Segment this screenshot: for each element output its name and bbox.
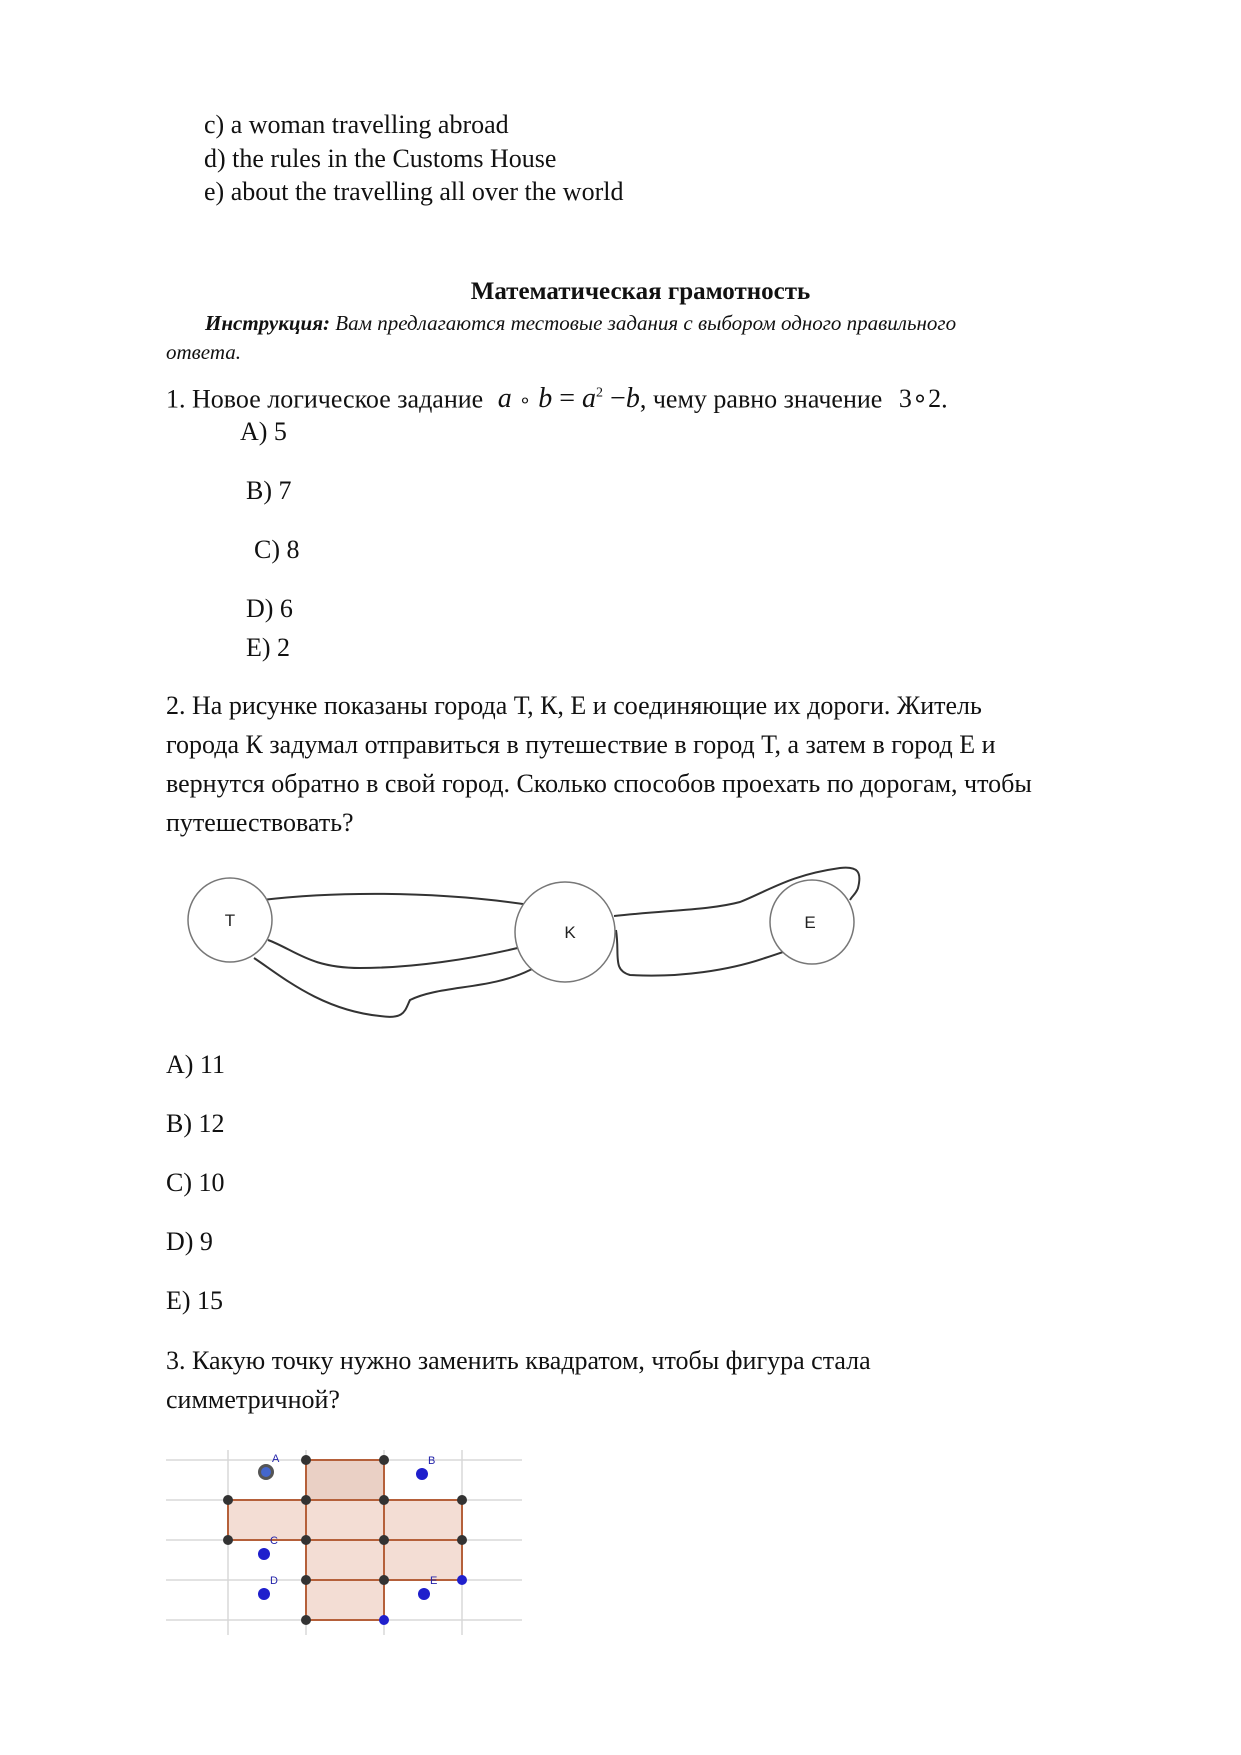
q1-option-d: D) 6 — [246, 594, 293, 623]
square-right-1 — [384, 1500, 462, 1540]
q3-text-line2: симметричной? — [166, 1385, 340, 1414]
instruction-label: Инструкция: — [205, 311, 331, 335]
formula-op: ∘ — [518, 390, 532, 413]
q1-value: 3∘2 — [898, 384, 942, 414]
q1-option-b: B) 7 — [246, 476, 292, 505]
point-c — [258, 1548, 270, 1560]
roads-diagram — [150, 850, 870, 1030]
q3-text-line1: 3. Какую точку нужно заменить квадратом, чтобы фигура стала — [166, 1346, 871, 1375]
formula-a2: a — [582, 383, 597, 415]
square-right-2 — [384, 1540, 462, 1580]
q2-option-b: B) 12 — [166, 1109, 225, 1138]
q1-mid: , чему равно значение — [639, 384, 883, 414]
q2-text-line1: 2. На рисунке показаны города Т, К, Е и соединяющие их дороги. Житель — [166, 691, 982, 720]
point-c-label: C — [270, 1535, 278, 1547]
point-d-label: D — [270, 1575, 278, 1587]
instruction-text: Вам предлагаются тестовые задания с выбором одного правильного — [330, 311, 957, 335]
prev-option-c: c) a woman travelling abroad — [204, 110, 509, 139]
formula-sup: 2 — [596, 386, 604, 401]
q2-option-e: E) 15 — [166, 1286, 224, 1315]
q2-text-line3: вернутся обратно в свой город. Сколько способов проехать по дорогам, чтобы — [166, 769, 1032, 798]
formula-b2: b — [625, 383, 640, 415]
q1-option-c: C) 8 — [254, 535, 300, 564]
q1-option-a: A) 5 — [240, 417, 287, 446]
city-k-label: K — [564, 923, 576, 942]
instruction — [205, 309, 1165, 337]
section-title: Математическая грамотность — [470, 278, 811, 305]
point-d — [258, 1588, 270, 1600]
symmetry-grid — [166, 1440, 526, 1640]
formula-eq: = — [559, 383, 576, 415]
q1-formula — [498, 383, 640, 414]
q1-lead: 1. Новое логическое задание — [166, 384, 484, 414]
q1-end: . — [941, 384, 948, 414]
city-t-label: T — [224, 911, 236, 930]
square-left — [228, 1500, 306, 1540]
q1-question — [166, 377, 948, 418]
point-e-label: E — [430, 1575, 438, 1587]
square-center-2 — [306, 1540, 384, 1580]
point-e — [418, 1588, 430, 1600]
prev-option-d: d) the rules in the Customs House — [204, 144, 557, 173]
q2-option-a: A) 11 — [166, 1050, 225, 1079]
point-b — [416, 1468, 428, 1480]
square-center-3 — [306, 1580, 384, 1620]
point-b-label: B — [428, 1455, 436, 1467]
q2-option-c: C) 10 — [166, 1168, 225, 1197]
q2-option-d: D) 9 — [166, 1227, 213, 1256]
city-e-label: E — [804, 913, 816, 932]
formula-minus: − — [610, 383, 626, 415]
square-top — [306, 1460, 384, 1500]
q2-text-line2: города К задумал отправиться в путешествие в город Т, а затем в город Е и — [166, 730, 996, 759]
blue-vertices — [379, 1575, 467, 1625]
q2-text-line4: путешествовать? — [166, 808, 354, 837]
q1-option-e: E) 2 — [246, 633, 291, 662]
prev-option-e: e) about the travelling all over the world — [204, 177, 624, 206]
square-center-1 — [306, 1500, 384, 1540]
formula-b: b — [538, 383, 553, 415]
instruction-text-cont: ответа. — [166, 340, 241, 364]
point-a — [261, 1467, 271, 1477]
point-a-label: A — [272, 1453, 280, 1465]
formula-a: a — [497, 383, 512, 415]
